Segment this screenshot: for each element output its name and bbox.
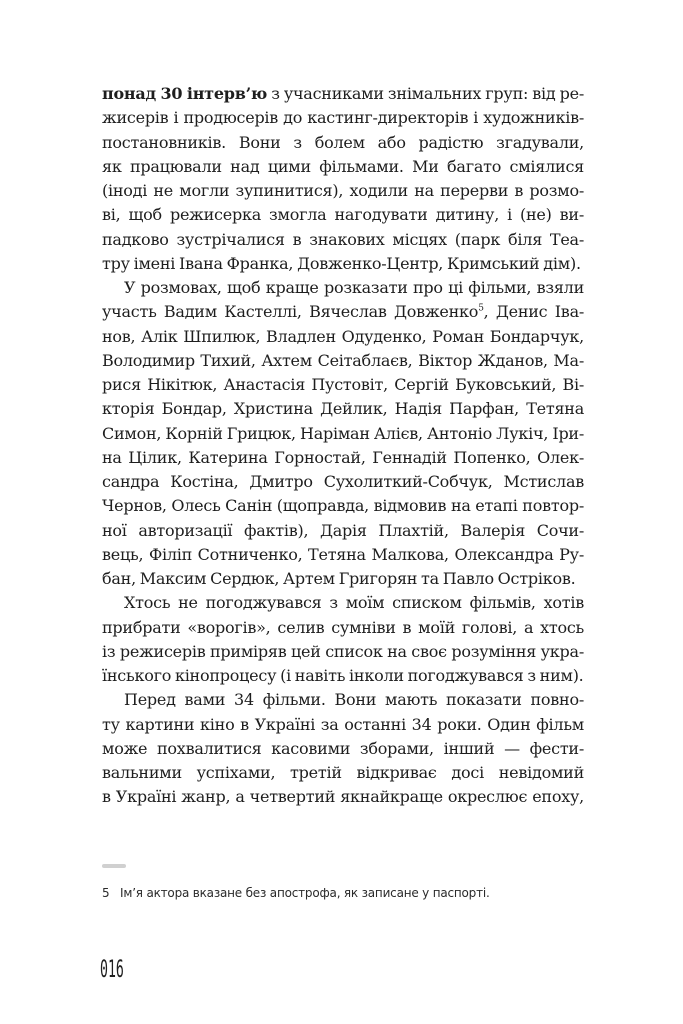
- text-line: У розмовах, щоб краще розказати про ці фільми, взяли: [124, 278, 584, 297]
- text-line: може похвалитися касовими зборами, інший — фести-: [102, 738, 584, 758]
- text-line: сандра Костіна, Дмитро Сухолиткий-Собчук, Мстислав: [102, 472, 584, 491]
- text-line: кторія Бондар, Христина Дейлик, Надія Парфан, Тетяна: [102, 399, 584, 419]
- footnote-number: 5: [102, 886, 110, 900]
- main-text: [102, 82, 584, 810]
- text-line: жисерів і продюсерів до кастинг-директорів і художників-: [102, 108, 584, 128]
- text-line: вець, Філіп Сотниченко, Тетяна Малкова, Олександра Ру-: [102, 544, 584, 564]
- footnote-text: Ім’я актора вказане без апострофа, як записане у паспорті.: [120, 886, 490, 900]
- text-line: падково зустрічалися в знакових місцях (парк біля Теа-: [102, 229, 584, 249]
- text-line: Чернов, Олесь Санін (щоправда, відмовив на етапі повтор-: [102, 496, 584, 516]
- text-line: ві, щоб режисерка змогла нагодувати дитину, і (не) ви-: [102, 205, 584, 225]
- text-line: ту картини кіно в Україні за останні 34 роки. Один фільм: [102, 714, 584, 734]
- footnote-reference: 5: [478, 303, 484, 314]
- text-line: [102, 300, 584, 324]
- text-line: Перед вами 34 фільми. Вони мають показати повно-: [124, 690, 584, 710]
- text-span: участь Вадим Кастеллі, Вячеслав Довженко: [102, 302, 479, 322]
- text-line: як працювали над цими фільмами. Ми багато сміялися: [102, 156, 584, 176]
- text-span: , Денис Іва-: [483, 302, 585, 322]
- text-line: тру імені Івана Франка, Довженко-Центр, Кримський дім).: [102, 253, 581, 273]
- footnote-divider: [102, 864, 126, 868]
- text-line: вальними успіхами, третій відкриває досі невідомий: [102, 763, 584, 782]
- text-line: на Цілик, Катерина Горностай, Геннадій Попенко, Олек-: [102, 447, 584, 467]
- text-line: ної авторизації фактів), Дарія Плахтій, Валерія Сочи-: [102, 520, 584, 540]
- bold-phrase: понад 30 інтерв’ю: [102, 84, 268, 103]
- text-line: Хтось не погоджувався з моїм списком фільмів, хотів: [124, 593, 584, 613]
- text-line: нов, Алік Шпилюк, Владлен Одуденко, Роман Бондарчук,: [102, 326, 584, 346]
- footnote: [102, 886, 584, 900]
- text-line: постановників. Вони з болем або радістю згадували,: [102, 132, 584, 152]
- text-line: Володимир Тихий, Ахтем Сеітаблаєв, Віктор Жданов, Ма-: [102, 350, 584, 370]
- text-line: [102, 82, 584, 106]
- text-line: прибрати «ворогів», селив сумніви в моїй голові, а хтось: [102, 617, 584, 637]
- text-line: їнського кінопроцесу (і навіть інколи погоджувався з ним).: [102, 666, 584, 685]
- text-line: (іноді не могли зупинитися), ходили на перерви в розмо-: [102, 181, 584, 200]
- text-span: з учасниками знімальних груп: від ре-: [267, 84, 584, 103]
- text-line: рися Нікітюк, Анастасія Пустовіт, Сергій Буковський, Ві-: [102, 375, 584, 394]
- text-line: в Україні жанр, а четвертий якнайкраще окреслює епоху,: [102, 787, 584, 807]
- page-number: 016: [100, 955, 124, 983]
- text-line: Симон, Корній Грицюк, Наріман Алієв, Антоніо Лукіч, Іри-: [102, 423, 584, 443]
- text-line: із режисерів приміряв цей список на своє розуміння укра-: [102, 641, 584, 661]
- text-line: бан, Максим Сердюк, Артем Григорян та Павло Остріков.: [102, 569, 576, 588]
